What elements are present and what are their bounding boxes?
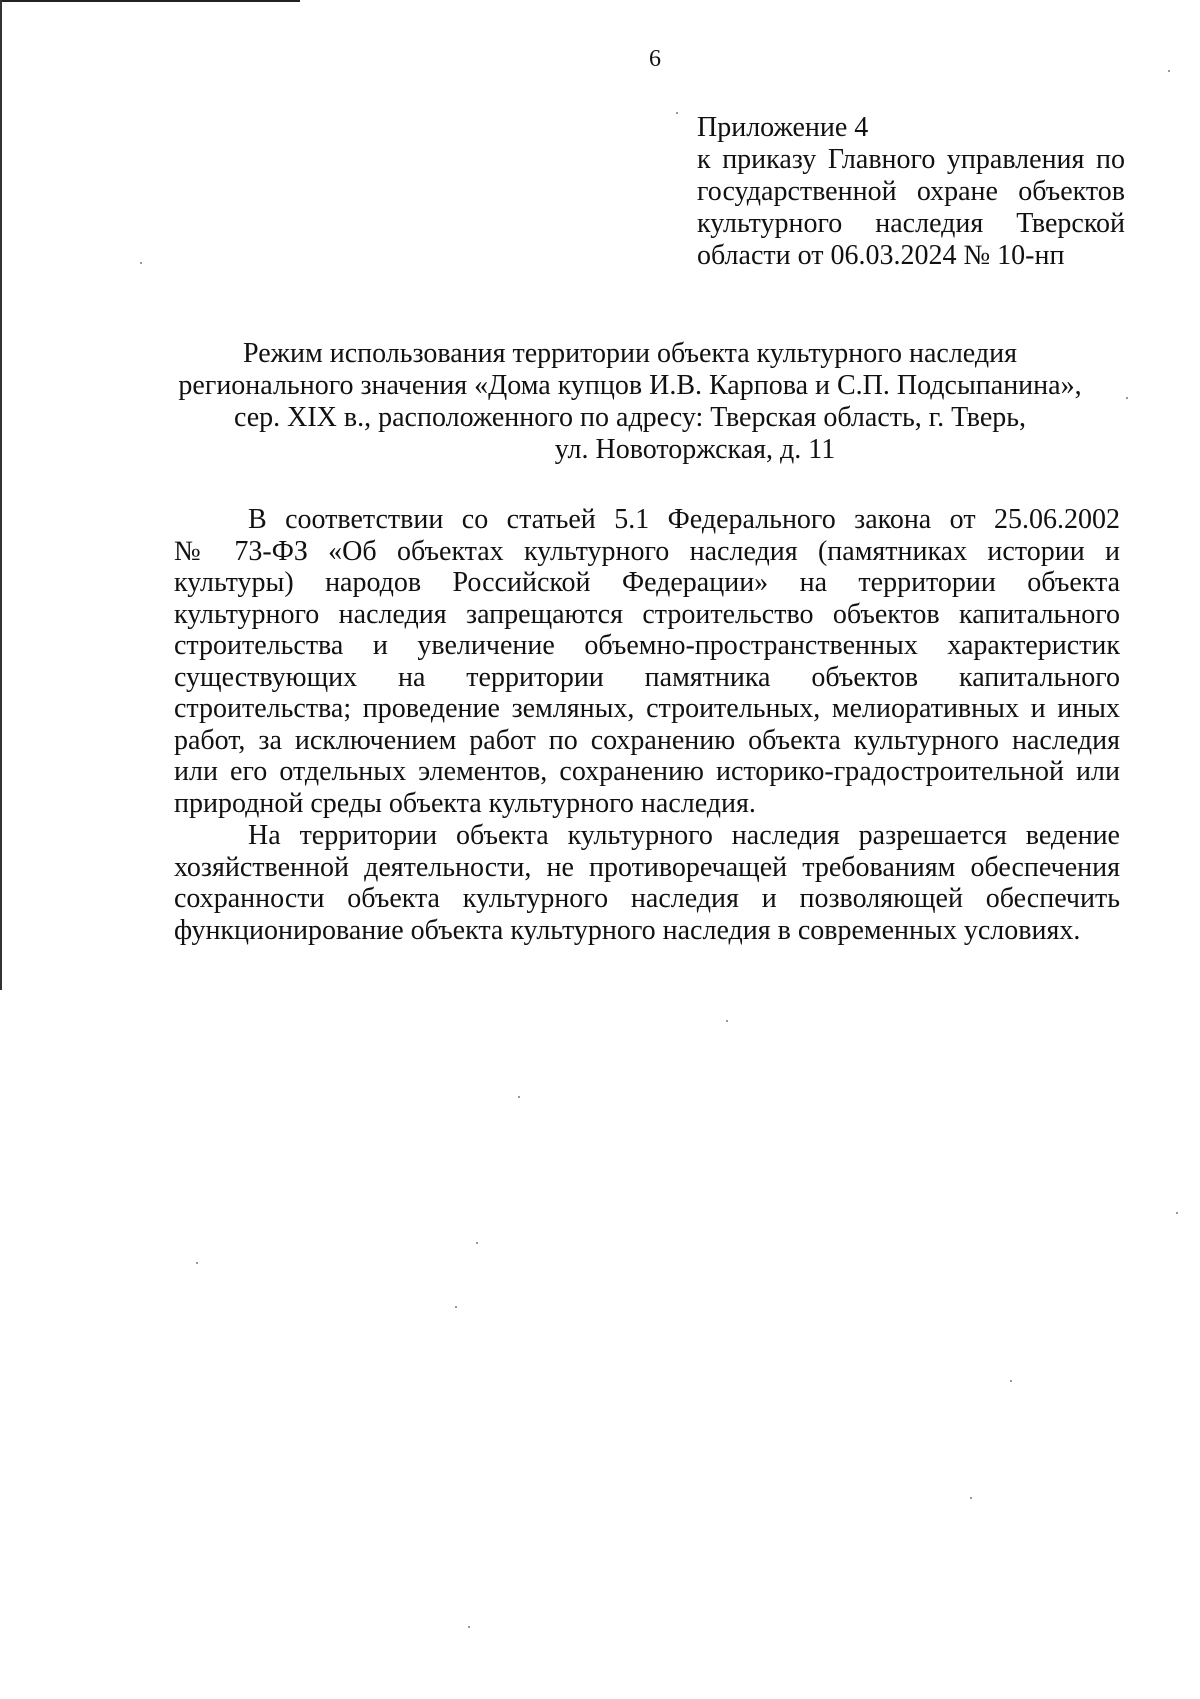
title-line: Режим использования территории объекта культурного наследия — [243, 338, 1017, 369]
title-line: ул. Новоторжская, д. 11 — [554, 434, 836, 465]
scan-speck — [970, 1497, 972, 1499]
paragraph-line: хозяйственной деятельности, не противоречащей требованиям обеспечения — [174, 851, 1120, 883]
paragraph-line: строительства и увеличение объемно-пространственных характеристик — [174, 630, 1120, 661]
title-line: сер. XIX в., расположенного по адресу: Тверская область, г. Тверь, — [233, 402, 1027, 433]
paragraph-line: На территории объекта культурного наследия разрешается ведение — [248, 820, 1120, 851]
scan-speck — [1126, 397, 1128, 399]
appendix-line: области от 06.03.2024 № 10-нп — [697, 240, 1065, 271]
title-line: регионального значения «Дома купцов И.В. Карпова и С.П. Подсыпанина», — [178, 370, 1082, 401]
paragraph-line: или его отдельных элементов, сохранению историко-градостроительной или — [174, 756, 1120, 787]
scan-edge-top — [0, 0, 300, 2]
body-text — [174, 504, 1120, 947]
page-number: 6 — [649, 46, 661, 72]
appendix-block — [697, 112, 1125, 272]
scan-speck — [518, 1096, 520, 1098]
appendix-line: культурного наследия Тверской — [697, 208, 1125, 239]
paragraph-line: строительства; проведение земляных, строительных, мелиоративных и иных — [174, 693, 1120, 724]
paragraph-line: природной среды объекта культурного наследия. — [174, 787, 756, 819]
paragraph — [174, 820, 1120, 946]
document-title — [150, 338, 1110, 466]
scan-speck — [468, 1626, 470, 1628]
paragraph — [174, 504, 1120, 819]
appendix-line: государственной охране объектов — [697, 176, 1125, 207]
paragraph-line: сохранности объекта культурного наследия и позволяющей обеспечить — [174, 883, 1120, 914]
scan-speck — [1010, 1380, 1012, 1382]
paragraph-line: В соответствии со статьей 5.1 Федерального закона от 25.06.2002 — [248, 504, 1120, 535]
scan-edge-left — [0, 0, 2, 990]
scan-speck — [1168, 70, 1170, 72]
scan-speck — [455, 1306, 457, 1308]
scan-speck — [196, 1262, 198, 1264]
appendix-line: Приложение 4 — [697, 112, 869, 143]
paragraph-line: культурного наследия запрещаются строительство объектов капитального — [174, 598, 1120, 630]
paragraph-line: функционирование объекта культурного наследия в современных условиях. — [174, 914, 1081, 946]
paragraph-line: существующих на территории памятника объектов капитального — [174, 661, 1120, 693]
scan-speck — [676, 112, 678, 114]
appendix-line: к приказу Главного управления по — [697, 144, 1125, 175]
scan-speck — [140, 262, 142, 264]
paragraph-line: работ, за исключением работ по сохранению объекта культурного наследия — [174, 724, 1120, 756]
paragraph-line: № 73-ФЗ «Об объектах культурного наследия (памятниках истории и — [174, 535, 1120, 567]
scan-speck — [726, 1020, 728, 1022]
scan-speck — [476, 1242, 478, 1244]
scan-speck — [1176, 1212, 1178, 1214]
paragraph-line: культуры) народов Российской Федерации» на территории объекта — [174, 567, 1120, 598]
